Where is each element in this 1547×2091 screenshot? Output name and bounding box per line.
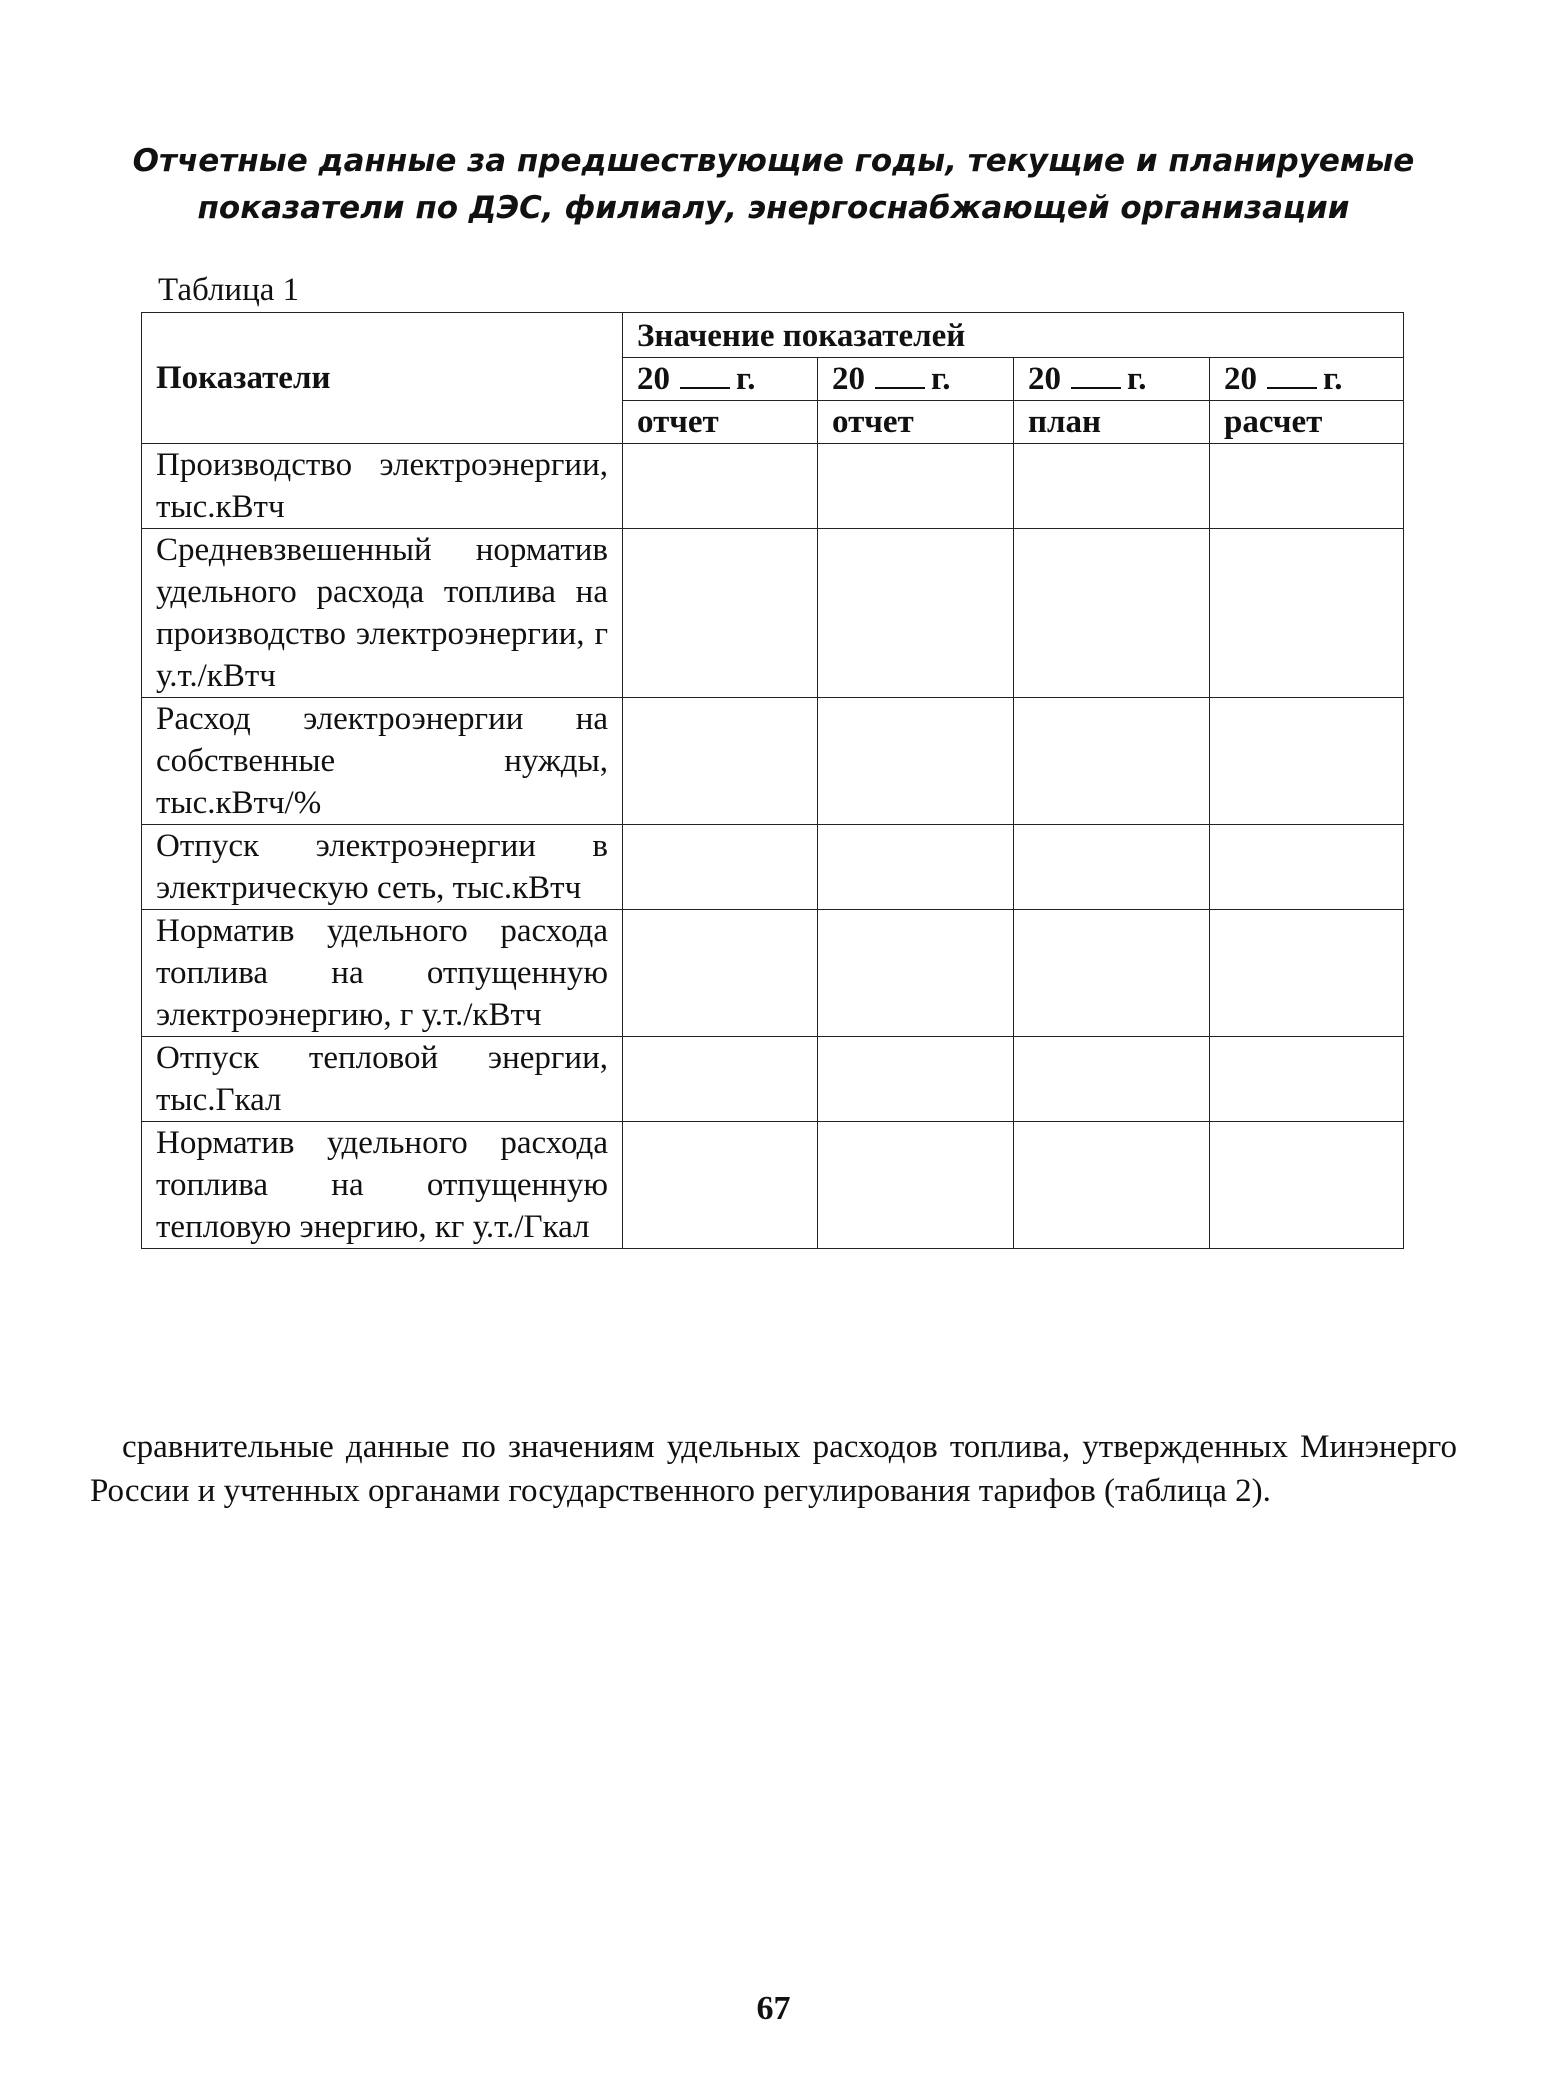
- year-blank-line: [680, 365, 730, 389]
- year-prefix: 20: [832, 361, 865, 397]
- value-cell: [1210, 1122, 1404, 1249]
- value-cell: [1210, 825, 1404, 910]
- value-cell: [818, 1037, 1014, 1122]
- value-cell: [1210, 444, 1404, 529]
- table-row: [142, 1122, 1404, 1249]
- page-number: 67: [756, 1990, 791, 2027]
- heading-line-1: Отчетные данные за предшествующие годы, текущие и планируемые: [132, 143, 1415, 179]
- value-cell: [818, 910, 1014, 1037]
- year-header-cell: [818, 358, 1014, 401]
- indicator-label: Норматив удельного расхода топлива на отпущенную электроэнергию, г у.т./кВтч: [142, 910, 623, 1037]
- table-row: [142, 444, 1404, 529]
- table-row: [142, 529, 1404, 698]
- column-type-header: отчет: [623, 401, 818, 444]
- value-cell: [1014, 1037, 1210, 1122]
- values-group-header: Значение показателей: [623, 313, 1404, 358]
- year-prefix: 20: [1224, 361, 1257, 397]
- value-cell: [623, 698, 818, 825]
- column-type-header: план: [1014, 401, 1210, 444]
- heading-line-2: показатели по ДЭС, филиалу, энергоснабжающей организации: [197, 190, 1350, 226]
- table-body: [142, 444, 1404, 1249]
- document-heading: [100, 138, 1447, 232]
- value-cell: [1014, 1122, 1210, 1249]
- indicator-label: Отпуск тепловой энергии, тыс.Гкал: [142, 1037, 623, 1122]
- year-header-cell: [623, 358, 818, 401]
- value-cell: [818, 698, 1014, 825]
- value-cell: [623, 1122, 818, 1249]
- column-type-header: расчет: [1210, 401, 1404, 444]
- indicator-label: Производство электроэнергии, тыс.кВтч: [142, 444, 623, 529]
- year-prefix: 20: [637, 361, 670, 397]
- indicator-label: Расход электроэнергии на собственные нужды, тыс.кВтч/%: [142, 698, 623, 825]
- table-row: [142, 825, 1404, 910]
- table-row: [142, 910, 1404, 1037]
- value-cell: [818, 444, 1014, 529]
- value-cell: [1014, 910, 1210, 1037]
- indicator-label: Отпуск электроэнергии в электрическую сеть, тыс.кВтч: [142, 825, 623, 910]
- value-cell: [623, 529, 818, 698]
- value-cell: [623, 910, 818, 1037]
- year-suffix: г.: [1323, 361, 1343, 397]
- indicator-label: Норматив удельного расхода топлива на отпущенную тепловую энергию, кг у.т./Гкал: [142, 1122, 623, 1249]
- value-cell: [1210, 910, 1404, 1037]
- column-type-header: отчет: [818, 401, 1014, 444]
- indicator-label: Средневзвешенный норматив удельного расхода топлива на производство электроэнергии, г у.т./кВтч: [142, 529, 623, 698]
- value-cell: [1210, 698, 1404, 825]
- indicators-header: Показатели: [142, 313, 623, 444]
- value-cell: [1014, 698, 1210, 825]
- indicators-table: [141, 312, 1404, 1249]
- value-cell: [1014, 825, 1210, 910]
- value-cell: [818, 825, 1014, 910]
- value-cell: [1210, 529, 1404, 698]
- value-cell: [623, 1037, 818, 1122]
- value-cell: [623, 825, 818, 910]
- table-caption: Таблица 1: [158, 272, 300, 308]
- year-suffix: г.: [736, 361, 756, 397]
- year-header-cell: [1210, 358, 1404, 401]
- year-blank-line: [1071, 365, 1121, 389]
- table-row: [142, 1037, 1404, 1122]
- value-cell: [623, 444, 818, 529]
- body-paragraph: сравнительные данные по значениям удельных расходов топлива, утвержденных Минэнерго России и учтенных органами государственного регулирования тарифов (таблица 2).: [90, 1429, 1457, 1509]
- year-suffix: г.: [931, 361, 951, 397]
- value-cell: [1014, 444, 1210, 529]
- value-cell: [818, 529, 1014, 698]
- table-row: [142, 698, 1404, 825]
- year-prefix: 20: [1028, 361, 1061, 397]
- value-cell: [1014, 529, 1210, 698]
- year-suffix: г.: [1127, 361, 1147, 397]
- year-header-cell: [1014, 358, 1210, 401]
- value-cell: [818, 1122, 1014, 1249]
- value-cell: [1210, 1037, 1404, 1122]
- year-blank-line: [875, 365, 925, 389]
- year-blank-line: [1267, 365, 1317, 389]
